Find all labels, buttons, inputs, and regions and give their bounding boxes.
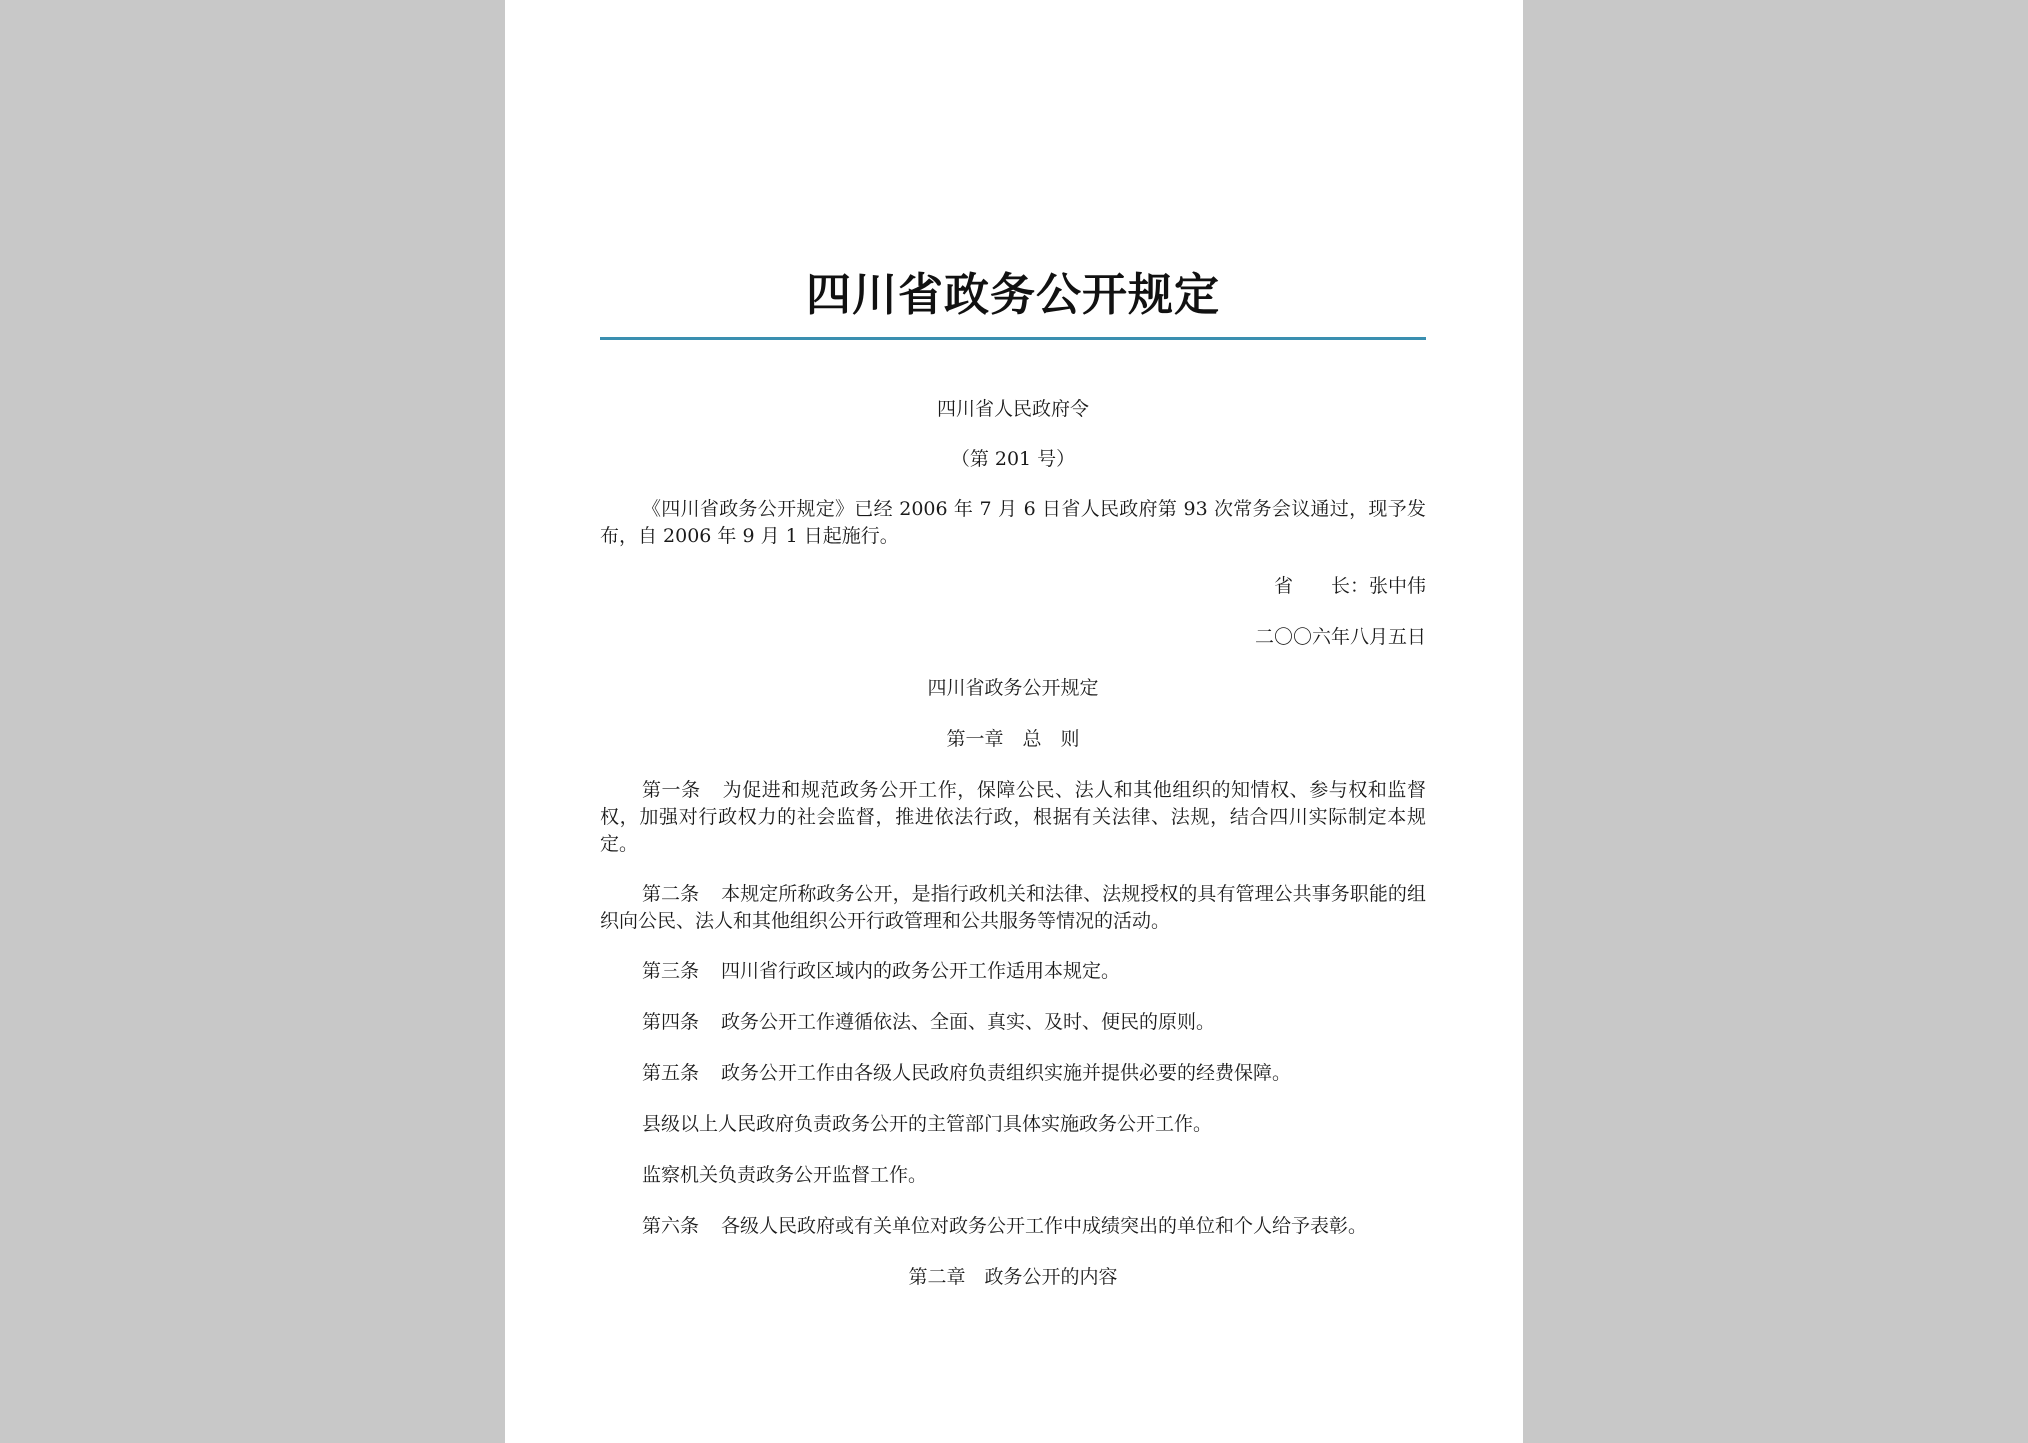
document-title: 四川省政务公开规定 — [805, 268, 1220, 321]
article-6 — [600, 1213, 1426, 1240]
article-label: 第四条 — [642, 1011, 700, 1033]
article-label: 第二条 — [642, 883, 700, 905]
order-number: （第 201 号） — [950, 448, 1076, 470]
title-divider — [600, 337, 1426, 340]
article-text: 本规定所称政务公开，是指行政机关和法律、法规授权的具有管理公共事务职能的组织向公民、法人和其他组织公开行政管理和公共服务等情况的活动。 — [600, 883, 1426, 932]
signatory-line: 省 长：张中伟 — [1273, 575, 1426, 597]
article-label: 第一条 — [642, 779, 701, 801]
chapter-heading-2: 第二章 政务公开的内容 — [908, 1266, 1118, 1288]
paragraph-supervision: 监察机关负责政务公开监督工作。 — [642, 1164, 928, 1186]
article-1 — [600, 777, 1426, 858]
article-label: 第三条 — [642, 960, 700, 982]
article-text: 为促进和规范政务公开工作，保障公民、法人和其他组织的知情权、参与权和监督权，加强对行政权力的社会监督，推进依法行政，根据有关法律、法规，结合四川实际制定本规定。 — [600, 779, 1426, 855]
paragraph-county: 县级以上人民政府负责政务公开的主管部门具体实施政务公开工作。 — [642, 1113, 1213, 1135]
article-label: 第五条 — [642, 1062, 700, 1084]
article-text: 政务公开工作由各级人民政府负责组织实施并提供必要的经费保障。 — [721, 1062, 1292, 1084]
article-text: 四川省行政区域内的政务公开工作适用本规定。 — [721, 960, 1121, 982]
article-3 — [600, 958, 1426, 985]
issuer-line: 四川省人民政府令 — [936, 398, 1089, 420]
preamble-paragraph: 《四川省政务公开规定》已经 2006 年 7 月 6 日省人民政府第 93 次常务会议通过，现予发布，自 2006 年 9 月 1 日起施行。 — [600, 498, 1426, 547]
date-line: 二〇〇六年八月五日 — [1254, 626, 1426, 648]
chapter-heading-1: 第一章 总 则 — [946, 728, 1080, 750]
article-2 — [600, 881, 1426, 935]
article-5 — [600, 1060, 1426, 1087]
article-text: 政务公开工作遵循依法、全面、真实、及时、便民的原则。 — [721, 1011, 1216, 1033]
regulation-subtitle: 四川省政务公开规定 — [927, 677, 1099, 699]
article-4 — [600, 1009, 1426, 1036]
document-page — [505, 0, 1523, 1443]
article-text: 各级人民政府或有关单位对政务公开工作中成绩突出的单位和个人给予表彰。 — [721, 1215, 1368, 1237]
article-label: 第六条 — [642, 1215, 700, 1237]
